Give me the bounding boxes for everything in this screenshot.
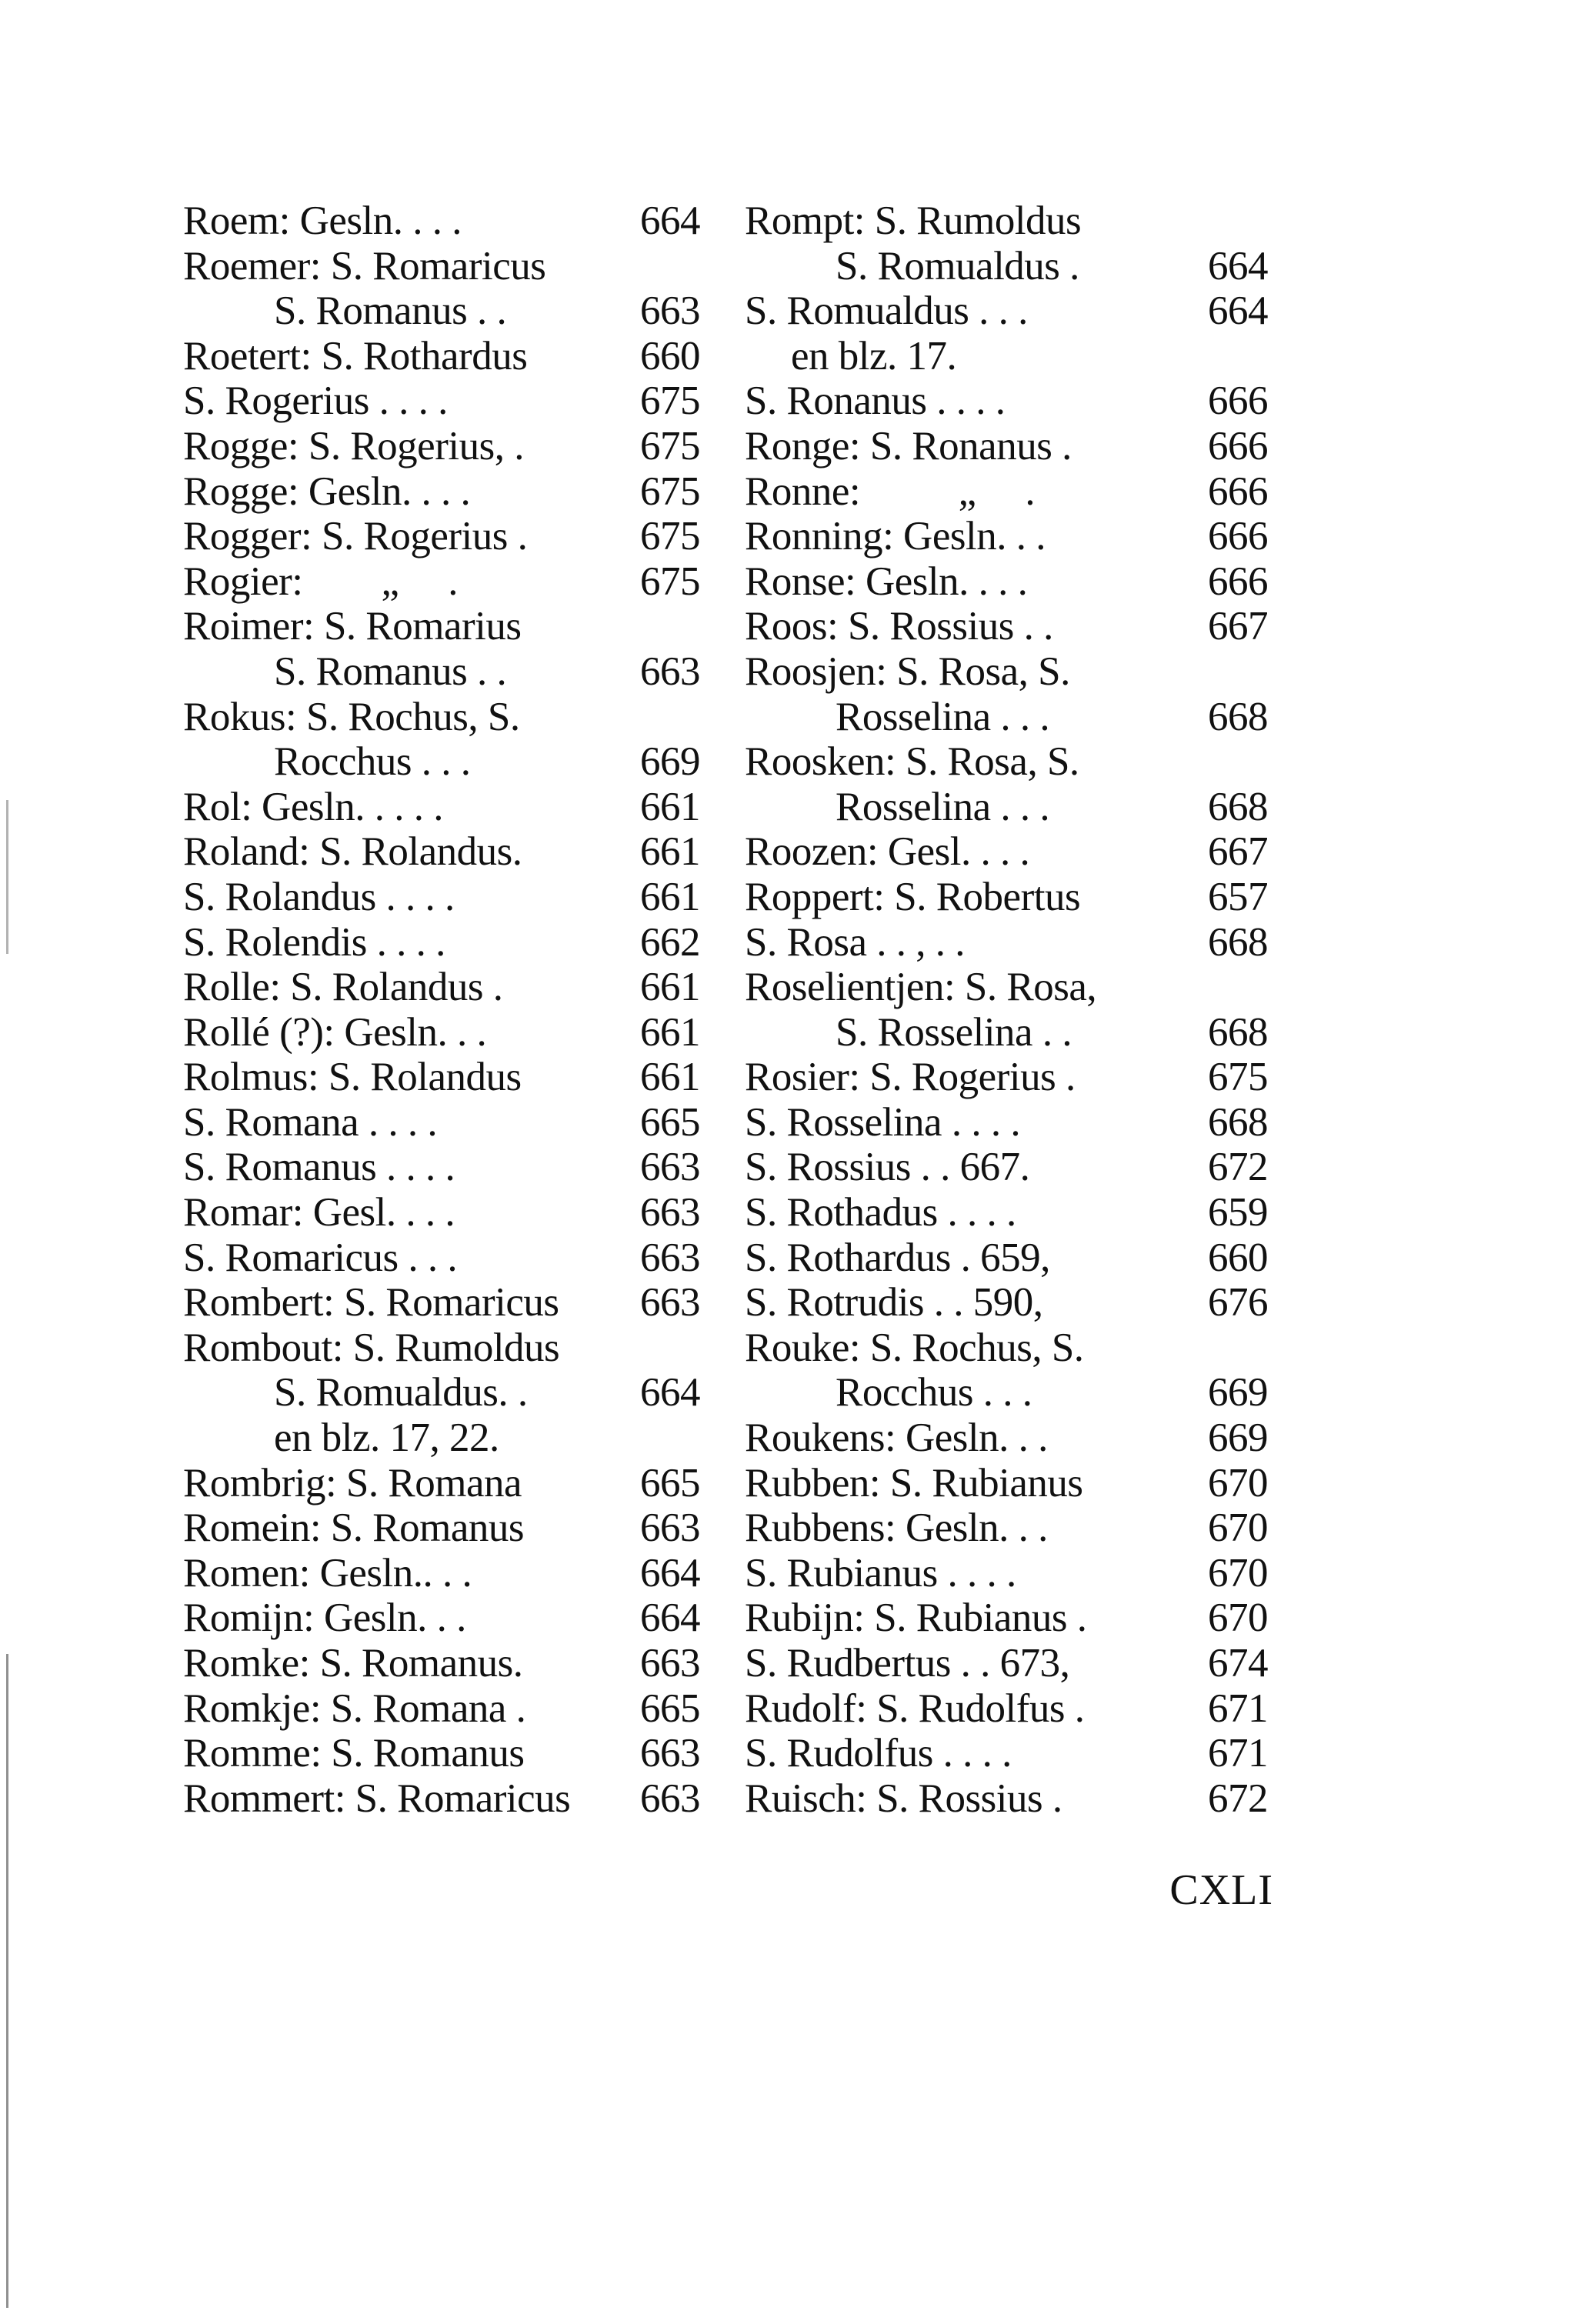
- index-entry: [183, 785, 700, 830]
- entry-text: S. Rothadus . . . .: [745, 1190, 1016, 1235]
- index-entry: [745, 1461, 1268, 1506]
- index-entry: [183, 695, 700, 740]
- entry-text: Rolmus: S. Rolandus: [183, 1055, 522, 1100]
- entry-page-number: 664: [640, 198, 700, 243]
- index-entry: [183, 920, 700, 965]
- index-entry: [183, 1100, 700, 1145]
- entry-text: Roppert: S. Robertus: [745, 874, 1081, 919]
- index-entry: [183, 1055, 700, 1100]
- entry-text: Romke: S. Romanus.: [183, 1641, 523, 1685]
- index-entry: [745, 829, 1268, 875]
- index-entry: [183, 1461, 700, 1506]
- entry-text: Rogger: S. Rogerius .: [183, 514, 528, 559]
- index-entry: [745, 1010, 1268, 1055]
- index-entry: [183, 198, 700, 244]
- index-entry: [745, 334, 1268, 379]
- entry-page-number: 662: [640, 919, 700, 965]
- index-entry: [183, 875, 700, 920]
- index-entry: [183, 965, 700, 1010]
- index-entry: [183, 1595, 700, 1641]
- entry-text: S. Rosa . . , . .: [745, 919, 965, 965]
- index-entry: [183, 334, 700, 379]
- entry-text: Rubben: S. Rubianus: [745, 1460, 1083, 1505]
- entry-text: Rokus: S. Rochus, S.: [183, 694, 520, 739]
- index-entry: [745, 1145, 1268, 1190]
- entry-text: S. Romana . . . .: [183, 1099, 438, 1145]
- entry-text: Rogge: S. Rogerius, .: [183, 423, 524, 468]
- entry-text: S. Rolandus . . . .: [183, 874, 455, 919]
- index-entry: [745, 469, 1268, 515]
- entry-text: Roukens: Gesln. . .: [745, 1415, 1048, 1461]
- entry-text: S. Ronanus . . . .: [745, 378, 1006, 424]
- index-column-right: [745, 198, 1268, 1821]
- index-entry: [745, 1415, 1268, 1461]
- entry-text: Rompt: S. Rumoldus: [745, 198, 1082, 243]
- index-entry: [183, 604, 700, 649]
- entry-page-number: 661: [640, 784, 700, 829]
- entry-page-number: 663: [640, 1190, 700, 1235]
- index-entry: [183, 829, 700, 875]
- index-entry: [183, 559, 700, 605]
- entry-text: Romein: S. Romanus: [183, 1505, 525, 1551]
- entry-page-number: 675: [1208, 1055, 1268, 1100]
- entry-page-number: 660: [640, 333, 700, 378]
- entry-text: S. Rotrudis . . 590,: [745, 1280, 1043, 1325]
- entry-text: S. Rudolfus . . . .: [745, 1731, 1012, 1776]
- index-entry: [745, 1595, 1268, 1641]
- entry-text: S. Romanus . .: [274, 288, 507, 334]
- entry-text: Rosselina . . .: [836, 784, 1050, 829]
- index-entry: [745, 1235, 1268, 1281]
- index-entry: [745, 288, 1268, 334]
- entry-text: en blz. 17.: [791, 333, 957, 378]
- entry-page-number: 672: [1208, 1776, 1268, 1821]
- entry-page-number: 663: [640, 1280, 700, 1325]
- index-entry: [745, 875, 1268, 920]
- entry-page-number: 668: [1208, 784, 1268, 829]
- entry-text: Romar: Gesl. . . .: [183, 1190, 455, 1235]
- entry-page-number: 668: [1208, 694, 1268, 739]
- entry-page-number: 661: [640, 965, 700, 1010]
- index-entry: [183, 1731, 700, 1776]
- index-entry: [183, 288, 700, 334]
- entry-page-number: 664: [640, 1370, 700, 1415]
- index-entry: [183, 469, 700, 515]
- entry-text: S. Rossius . . 667.: [745, 1145, 1030, 1190]
- entry-page-number: 663: [640, 1776, 700, 1821]
- entry-page-number: 660: [1208, 1235, 1268, 1280]
- entry-page-number: 666: [1208, 378, 1268, 424]
- entry-text: Romen: Gesln.. . .: [183, 1550, 472, 1595]
- entry-text: Rocchus . . .: [836, 1370, 1032, 1415]
- index-column-left: [183, 198, 700, 1821]
- entry-text: S. Romanus . . . .: [183, 1145, 455, 1190]
- index-entry: [745, 920, 1268, 965]
- entry-page-number: 670: [1208, 1595, 1268, 1641]
- index-entry: [745, 514, 1268, 559]
- entry-text: Romijn: Gesln. . .: [183, 1595, 466, 1641]
- entry-page-number: 666: [1208, 468, 1268, 514]
- entry-page-number: 669: [1208, 1415, 1268, 1461]
- index-entry: [183, 1505, 700, 1551]
- index-entry: [183, 1235, 700, 1281]
- entry-text: Roozen: Gesl. . . .: [745, 829, 1030, 875]
- entry-page-number: 663: [640, 288, 700, 334]
- entry-page-number: 672: [1208, 1145, 1268, 1190]
- entry-text: Rosier: S. Rogerius .: [745, 1055, 1076, 1100]
- entry-page-number: 669: [1208, 1370, 1268, 1415]
- index-entry: [183, 378, 700, 424]
- entry-page-number: 675: [640, 558, 700, 604]
- entry-page-number: 661: [640, 829, 700, 875]
- index-entry: [183, 1280, 700, 1325]
- entry-page-number: 664: [640, 1595, 700, 1641]
- index-entry: [745, 785, 1268, 830]
- index-entry: [183, 1776, 700, 1822]
- entry-page-number: 663: [640, 1641, 700, 1685]
- entry-page-number: 674: [1208, 1641, 1268, 1685]
- index-entry: [183, 514, 700, 559]
- entry-text: S. Rosselina . . . .: [745, 1099, 1021, 1145]
- entry-page-number: 661: [640, 1055, 700, 1100]
- entry-text: Rosselina . . .: [836, 694, 1050, 739]
- index-entry: [183, 649, 700, 695]
- index-entry: [183, 1190, 700, 1235]
- entry-page-number: 667: [1208, 604, 1268, 649]
- index-entry: [183, 1641, 700, 1686]
- entry-page-number: 670: [1208, 1550, 1268, 1595]
- entry-page-number: 671: [1208, 1685, 1268, 1731]
- entry-text: S. Rothardus . 659,: [745, 1235, 1050, 1280]
- entry-page-number: 663: [640, 1505, 700, 1551]
- index-entry: [745, 198, 1268, 244]
- entry-page-number: 664: [1208, 243, 1268, 288]
- entry-page-number: 675: [640, 423, 700, 468]
- binding-edge-mark: [6, 1654, 8, 2308]
- entry-text: Rolle: S. Rolandus .: [183, 965, 503, 1010]
- entry-text: S. Romualdus . . .: [745, 288, 1028, 334]
- entry-text: Rombout: S. Rumoldus: [183, 1325, 560, 1370]
- entry-text: S. Romualdus .: [836, 243, 1079, 288]
- index-entry: [745, 695, 1268, 740]
- entry-text: Romme: S. Romanus: [183, 1731, 525, 1776]
- index-entry: [745, 1686, 1268, 1732]
- entry-text: en blz. 17, 22.: [274, 1415, 499, 1461]
- entry-page-number: 666: [1208, 558, 1268, 604]
- entry-text: S. Rudbertus . . 673,: [745, 1641, 1070, 1685]
- index-entry: [183, 1415, 700, 1461]
- entry-text: Ronse: Gesln. . . .: [745, 558, 1028, 604]
- entry-page-number: 663: [640, 1731, 700, 1776]
- entry-text: Ronning: Gesln. . .: [745, 514, 1046, 559]
- entry-page-number: 668: [1208, 1099, 1268, 1145]
- entry-text: Roosken: S. Rosa, S.: [745, 739, 1079, 785]
- entry-page-number: 676: [1208, 1280, 1268, 1325]
- entry-page-number: 657: [1208, 874, 1268, 919]
- entry-text: Rollé (?): Gesln. . .: [183, 1009, 487, 1055]
- entry-text: S. Romaricus . . .: [183, 1235, 458, 1280]
- entry-text: Rombrig: S. Romana: [183, 1460, 522, 1505]
- index-entry: [183, 424, 700, 469]
- entry-text: Rol: Gesln. . . . .: [183, 784, 443, 829]
- binding-edge-mark: [6, 800, 8, 954]
- entry-page-number: 663: [640, 1235, 700, 1280]
- entry-page-number: 663: [640, 1145, 700, 1190]
- index-entry: [745, 739, 1268, 785]
- entry-page-number: 669: [640, 739, 700, 785]
- entry-page-number: 665: [640, 1685, 700, 1731]
- index-entry: [745, 1280, 1268, 1325]
- entry-page-number: 667: [1208, 829, 1268, 875]
- entry-page-number: 659: [1208, 1190, 1268, 1235]
- index-entry: [745, 965, 1268, 1010]
- index-entry: [183, 739, 700, 785]
- index-entry: [745, 424, 1268, 469]
- index-entry: [745, 559, 1268, 605]
- index-entry: [183, 1325, 700, 1371]
- entry-page-number: 668: [1208, 919, 1268, 965]
- entry-page-number: 665: [640, 1460, 700, 1505]
- index-entry: [745, 1190, 1268, 1235]
- index-entry: [183, 1010, 700, 1055]
- entry-page-number: 675: [640, 468, 700, 514]
- entry-text: Roselientjen: S. Rosa,: [745, 965, 1097, 1010]
- entry-text: Rudolf: S. Rudolfus .: [745, 1685, 1085, 1731]
- entry-page-number: 668: [1208, 1009, 1268, 1055]
- entry-page-number: 661: [640, 1009, 700, 1055]
- entry-text: Rogier: „ .: [183, 558, 458, 604]
- index-entry: [745, 1731, 1268, 1776]
- index-entry: [745, 604, 1268, 649]
- entry-text: Roimer: S. Romarius: [183, 604, 522, 649]
- entry-page-number: 670: [1208, 1460, 1268, 1505]
- entry-text: Ronge: S. Ronanus .: [745, 423, 1072, 468]
- index-entry: [183, 244, 700, 289]
- entry-text: Rubbens: Gesln. . .: [745, 1505, 1048, 1551]
- entry-text: Ruisch: S. Rossius .: [745, 1776, 1062, 1821]
- index-entry: [745, 1641, 1268, 1686]
- entry-text: Roos: S. Rossius . .: [745, 604, 1053, 649]
- entry-page-number: 675: [640, 514, 700, 559]
- entry-page-number: 670: [1208, 1505, 1268, 1551]
- entry-text: S. Rubianus . . . .: [745, 1550, 1016, 1595]
- entry-page-number: 666: [1208, 423, 1268, 468]
- index-entry: [745, 1776, 1268, 1822]
- index-entry: [745, 649, 1268, 695]
- entry-page-number: 664: [1208, 288, 1268, 334]
- entry-text: S. Rosselina . .: [836, 1009, 1072, 1055]
- entry-text: S. Rogerius . . . .: [183, 378, 448, 424]
- entry-text: S. Romanus . .: [274, 649, 507, 694]
- index-entry: [183, 1551, 700, 1596]
- index-entry: [745, 1551, 1268, 1596]
- entry-text: Rombert: S. Romaricus: [183, 1280, 559, 1325]
- entry-text: Roosjen: S. Rosa, S.: [745, 649, 1070, 694]
- entry-text: Ronne: „ .: [745, 468, 1036, 514]
- index-entry: [745, 1370, 1268, 1415]
- entry-page-number: 666: [1208, 514, 1268, 559]
- entry-text: Rouke: S. Rochus, S.: [745, 1325, 1084, 1370]
- entry-text: S. Romualdus. .: [274, 1370, 528, 1415]
- index-entry: [745, 1325, 1268, 1371]
- entry-text: Rocchus . . .: [274, 739, 471, 785]
- entry-text: S. Rolendis . . . .: [183, 919, 445, 965]
- index-entry: [745, 1100, 1268, 1145]
- page-number: CXLI: [1169, 1866, 1273, 1914]
- index-entry: [745, 1055, 1268, 1100]
- index-entry: [745, 1505, 1268, 1551]
- entry-text: Rubijn: S. Rubianus .: [745, 1595, 1087, 1641]
- entry-text: Roland: S. Rolandus.: [183, 829, 522, 875]
- entry-page-number: 661: [640, 874, 700, 919]
- index-entry: [745, 244, 1268, 289]
- entry-text: Romkje: S. Romana .: [183, 1685, 526, 1731]
- entry-text: Roetert: S. Rothardus: [183, 333, 528, 378]
- entry-page-number: 671: [1208, 1731, 1268, 1776]
- index-entry: [183, 1145, 700, 1190]
- index-entry: [183, 1686, 700, 1732]
- entry-text: Roem: Gesln. . . .: [183, 198, 462, 243]
- entry-text: Rogge: Gesln. . . .: [183, 468, 471, 514]
- entry-text: Rommert: S. Romaricus: [183, 1776, 571, 1821]
- index-entry: [183, 1370, 700, 1415]
- index-entry: [745, 378, 1268, 424]
- entry-page-number: 665: [640, 1099, 700, 1145]
- entry-page-number: 663: [640, 649, 700, 694]
- entry-text: Roemer: S. Romaricus: [183, 243, 546, 288]
- entry-page-number: 664: [640, 1550, 700, 1595]
- entry-page-number: 675: [640, 378, 700, 424]
